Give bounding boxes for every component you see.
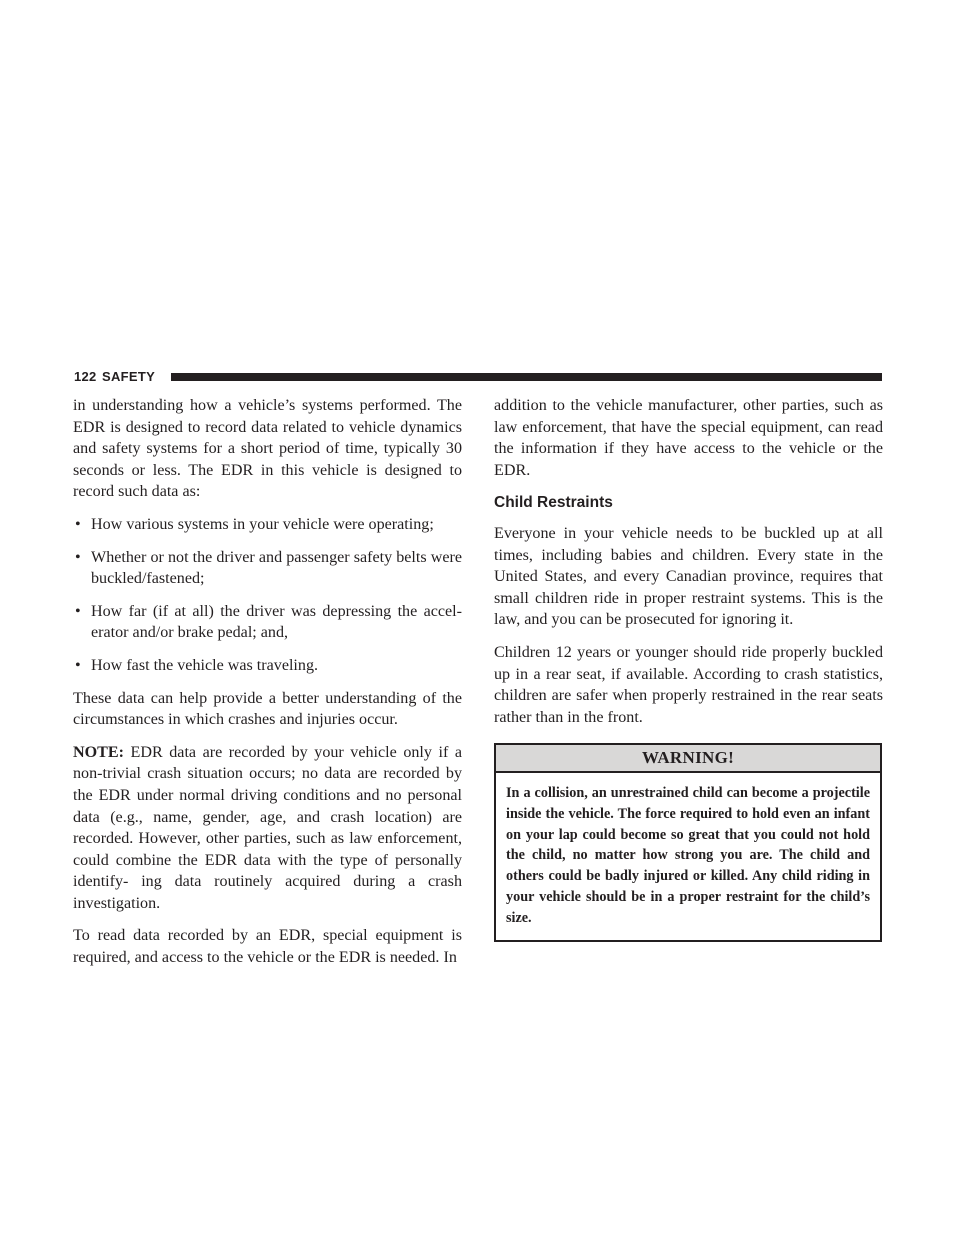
- warning-text: In a collision, an unrestrained child can become a projectile inside the vehicle. The force required to hold even an infant on your lap could become so great that you could not hold the child, no matter how strong you are. The child and others could be badly injured or killed. Any child riding in your vehicle should be in a proper restraint for the child’s size.: [506, 785, 870, 926]
- note-label: NOTE:: [73, 743, 124, 761]
- child-restraints-heading: Child Restraints: [494, 494, 613, 512]
- bullet-icon: •: [75, 548, 81, 566]
- child-restraints-paragraph-1: Everyone in your vehicle needs to be buckled up at all times, including babies and children. Every state in the United States, and every Canadian province, requires that small children ride in proper restraint systems. This is the law, and you can be prosecuted for ignoring it.: [494, 524, 883, 629]
- header-rule: [171, 373, 882, 381]
- edr-data-list: [73, 514, 462, 677]
- left-column: [73, 395, 462, 980]
- list-item: • How far (if at all) the driver was depressing the accel- erator and/or brake pedal; and,: [75, 602, 462, 642]
- bullet-icon: •: [75, 515, 81, 533]
- warning-box: [494, 743, 882, 942]
- note-text: EDR data are recorded by your vehicle only if a non-trivial crash situation occurs; no data are recorded by the EDR under normal driving conditions and no personal data (e.g., name, gender, age, and crash location) are recorded. However, other parties, such as law enforcement, could combine the EDR data with the type of personally identify- ing data routinely acquired during a crash investigation.: [73, 743, 462, 912]
- section-title: SAFETY: [102, 369, 156, 384]
- right-column: [494, 395, 883, 942]
- data-paragraph: These data can help provide a better understanding of the circumstances in which crashes and injuries occur.: [73, 689, 462, 729]
- bullet-icon: •: [75, 656, 81, 674]
- page-number: 122: [74, 369, 97, 384]
- page-header: [74, 370, 882, 384]
- child-restraints-paragraph-2: Children 12 years or younger should ride properly buckled up in a rear seat, if available. According to crash statistics, children are safer when properly restrained in the rear seats rather than in the front.: [494, 643, 883, 726]
- read-data-paragraph: To read data recorded by an EDR, special equipment is required, and access to the vehicle or the EDR is needed. In: [73, 927, 462, 967]
- list-item: • Whether or not the driver and passenger safety belts were buckled/fastened;: [75, 548, 462, 588]
- continuation-paragraph: addition to the vehicle manufacturer, other parties, such as law enforcement, that have the special equipment, can read the information if they have access to the vehicle or the EDR.: [494, 397, 883, 479]
- note-paragraph: [73, 742, 462, 915]
- list-item: • How fast the vehicle was traveling.: [73, 655, 462, 677]
- intro-paragraph: in understanding how a vehicle’s systems performed. The EDR is designed to record data related to vehicle dynamics and safety systems for a short period of time, typically 30 seconds or less. The EDR in this vehicle is designed to record such data as:: [73, 397, 462, 501]
- list-item: • How various systems in your vehicle were operating;: [73, 514, 462, 536]
- bullet-icon: •: [75, 602, 81, 620]
- warning-title: WARNING!: [496, 745, 880, 773]
